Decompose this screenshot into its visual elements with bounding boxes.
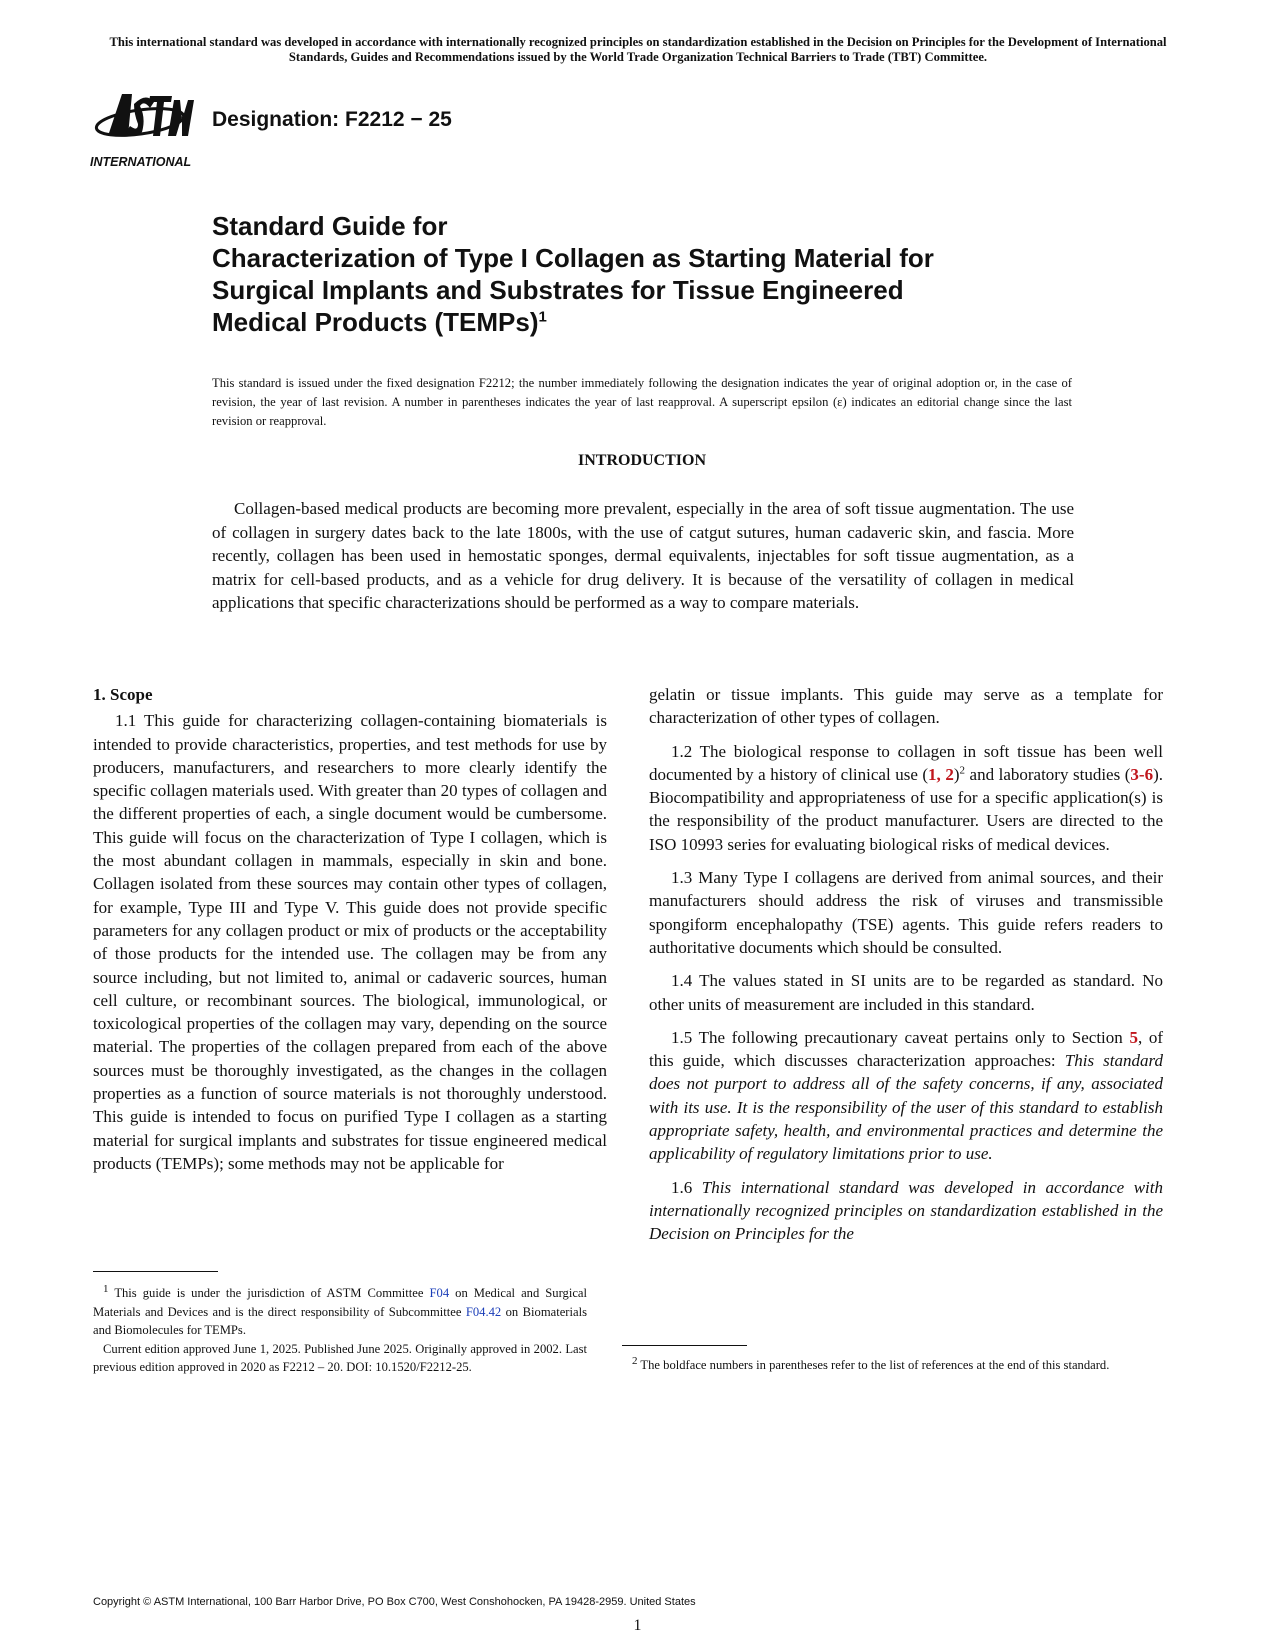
footnote-rule-left	[93, 1271, 218, 1272]
title-line-4	[212, 306, 1112, 338]
committee-f04-link[interactable]: F04	[429, 1286, 450, 1300]
p1-2-text-b: )	[953, 764, 960, 784]
footnote-1-text	[93, 1284, 587, 1340]
reference-link-3-6[interactable]: 3-6	[1130, 764, 1154, 784]
footnote-2-mark: 2	[632, 1354, 638, 1367]
introduction-body: Collagen-based medical products are becoming more prevalent, especially in the area of soft tissue augmentation. The use of collagen in surgery dates back to the late 1800s, with the use of catgut sutures, human cadaveric skin, and fascia. More recently, collagen has been used in hemostatic sponges, dermal equivalents, injectables for soft tissue augmentation, as a matrix for cell-based products, and as a vehicle for drug delivery. It is because of the versatility of collagen in medical applications that specific characterizations should be performed as a way to compare materials.	[212, 499, 1074, 612]
paragraph-1-2	[649, 740, 1163, 856]
fn1-text-c: on Biomaterials and Biomolecules for TEMPs.	[93, 1304, 587, 1337]
paragraph-1-6	[649, 1176, 1163, 1246]
title-line-2: Characterization of Type I Collagen as Starting Material for	[212, 243, 934, 273]
reference-link-1[interactable]: 1	[928, 764, 937, 784]
copyright-notice: Copyright © ASTM International, 100 Barr Harbor Drive, PO Box C700, West Conshohocken, PA 19428-2959. United States	[93, 1596, 696, 1608]
logo-wordmark: INTERNATIONAL	[90, 155, 192, 169]
title-line-4-text: Medical Products (TEMPs)	[212, 307, 539, 337]
p1-2-text-a: 1.2 The biological response to collagen in soft tissue has been well documented by a history of clinical use (	[649, 741, 1163, 784]
reference-link-2[interactable]: 2	[945, 764, 954, 784]
right-column	[649, 683, 1163, 1246]
footnote-1	[93, 1284, 587, 1377]
footnote-2-text	[622, 1356, 1120, 1375]
document-title	[212, 210, 1112, 338]
title-line-1: Standard Guide for	[212, 211, 448, 241]
paragraph-1-3: 1.3 Many Type I collagens are derived from animal sources, and their manufacturers should address the risk of viruses and transmissible spongiform encephalopathy (TSE) agents. This guide refers readers to authoritative documents which should be consulted.	[649, 868, 1163, 957]
scope-heading: 1. Scope	[93, 685, 153, 704]
p1-2-text-c: and laboratory studies (	[965, 764, 1131, 784]
introduction-heading: INTRODUCTION	[577, 452, 706, 469]
title-footnote-mark: 1	[538, 308, 547, 326]
p1-6-number: 1.6	[671, 1177, 702, 1197]
issued-statement: This standard is issued under the fixed designation F2212; the number immediately following the designation indicates the year of original adoption or, in the case of revision, the year of last revision. A number in parentheses indicates the year of last reapproval. A superscript epsilon (ε) indicates an editorial change since the last revision or reapproval.	[212, 376, 1072, 428]
p1-2-text-d: ). Biocompatibility and appropriateness of use for a specific application(s) is the responsibility of the product manufacturer. Users are directed to the ISO 10993 series for evaluating biological risks of medical devices.	[649, 764, 1163, 854]
reference-separator: ,	[936, 764, 946, 784]
astm-logo	[88, 88, 196, 178]
title-line-3: Surgical Implants and Substrates for Tissue Engineered	[212, 275, 904, 305]
paragraph-1-1: 1.1 This guide for characterizing collagen-containing biomaterials is intended to provide characteristics, properties, and test methods for use by producers, manufacturers, and researchers to more clearly identify the specific collagen materials used. With greater than 20 types of collagen and the different properties of each, a single document would be cumbersome. This guide will focus on the characterization of Type I collagen, which is the most abundant collagen in mammals, especially in skin and bone. Collagen isolated from these sources may contain other types of collagen, for example, Type III and Type V. This guide does not provide specific parameters for any collagen product or mix of products or the acceptability of those products for the intended use. The collagen may be from any source including, but not limited to, animal or cadaveric sources, human cell culture, or recombinant sources. The biological, immunological, or toxicological properties of the collagen may vary, depending on the source material. The properties of the collagen prepared from each of the above sources must be thoroughly investigated, as the changes in the collagen properties as a function of source materials is not thoroughly understood. This guide is intended to focus on purified Type I collagen as a starting material for surgical implants and substrates for tissue engineered medical products (TEMPs); some methods may not be applicable for	[93, 711, 607, 1173]
footnote-1-edition: Current edition approved June 1, 2025. Published June 2025. Originally approved in 2002. Last previous edition approved in 2020 as F2212 – 20. DOI: 10.1520/F2212-25.	[93, 1341, 587, 1374]
paragraph-1-4: 1.4 The values stated in SI units are to be regarded as standard. No other units of measurement are included in this standard.	[649, 971, 1163, 1014]
left-column	[93, 683, 607, 1175]
subcommittee-f04-42-link[interactable]: F04.42	[465, 1304, 502, 1319]
fn2-text: The boldface numbers in parentheses refer to the list of references at the end of this standard.	[640, 1358, 1110, 1372]
paragraph-1-5	[649, 1026, 1163, 1166]
p1-5-text-b: , of this guide, which discusses characterization approaches:	[649, 1027, 1163, 1071]
p1-6-italic-text: This international standard was developed in accordance with internationally recognized principles on standardization established in the Decision on Principles for the	[649, 1177, 1163, 1244]
footnote-2	[622, 1356, 1120, 1375]
section-5-link[interactable]: 5	[1129, 1027, 1138, 1047]
p1-5-text-a: 1.5 The following precautionary caveat pertains only to Section	[671, 1027, 1130, 1047]
paragraph-1-1-continued: gelatin or tissue implants. This guide may serve as a template for characterization of other types of collagen.	[649, 685, 1163, 728]
safety-caveat: This standard does not purport to address all of the safety concerns, if any, associated with its use. It is the responsibility of the user of this standard to establish appropriate safety, health, and environmental practices and determine the applicability of regulatory limitations prior to use.	[649, 1051, 1163, 1164]
fn1-text-a: This guide is under the jurisdiction of ASTM Committee	[114, 1286, 430, 1300]
astm-logo-icon	[88, 88, 196, 178]
page-number: 1	[633, 1617, 642, 1634]
footnote-rule-right	[622, 1345, 747, 1346]
fn1-text-b: on Medical and Surgical Materials and Devices and is the direct responsibility of Subcommittee	[93, 1286, 588, 1319]
footnote-1-mark: 1	[103, 1282, 109, 1295]
footnote-mark-2[interactable]: 2	[959, 764, 965, 777]
designation: Designation: F2212 − 25	[212, 108, 452, 131]
wto-notice: This international standard was developed in accordance with internationally recognized principles on standardization established in the Decision on Principles for the Development of International Standards, Guides and Recommendations issued by the World Trade Organization Technical Barriers to Trade (TBT) Committee.	[109, 35, 1167, 64]
